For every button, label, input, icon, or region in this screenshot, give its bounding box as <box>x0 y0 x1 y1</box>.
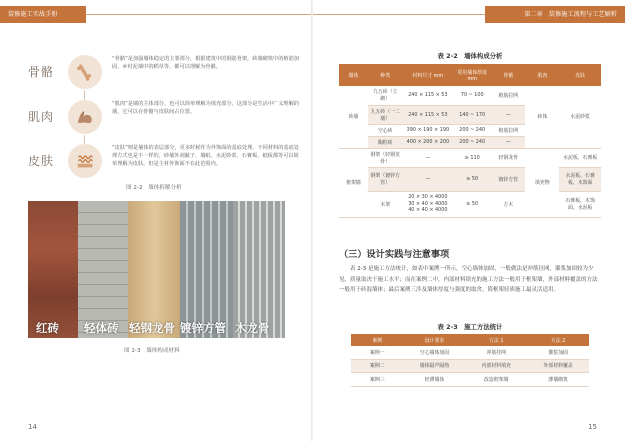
table-cell: — <box>403 167 454 191</box>
table-row <box>339 191 601 217</box>
table-cell: 空心砖 <box>368 124 403 136</box>
table-cell: 改造框架墙 <box>465 373 527 387</box>
anatomy-row-muscle <box>28 100 298 138</box>
skin-layer-icon <box>68 144 102 178</box>
anatomy-row-skin <box>28 144 298 182</box>
photo-label: 红砖 <box>36 321 59 335</box>
table-cell: 砖墙 <box>339 86 368 148</box>
table-cell: 石膏板、木饰面、水泥板 <box>559 191 601 217</box>
table-cell: 墙体隔声隔热 <box>404 359 466 373</box>
photo-label: 轻钢龙骨 <box>129 321 175 335</box>
table-cell: 九五砖（立砌） <box>368 86 403 105</box>
column-header: 材料尺寸 mm <box>403 64 454 86</box>
table-cell: 钢架（轻钢龙骨） <box>368 148 403 167</box>
table-cell: ≥ 50 <box>453 167 491 191</box>
photo-label: 镀锌方管 <box>180 321 226 335</box>
table-cell: 水泥板、石膏板、木饰面 <box>559 167 601 191</box>
table-cell: 240 × 115 × 53 <box>403 105 454 124</box>
column-header: 方法 2 <box>527 334 589 346</box>
table-header-row <box>351 334 589 346</box>
table-cell: 空心墙体加固 <box>404 346 466 359</box>
materials-photo <box>28 201 285 338</box>
anatomy-text: “肌肉”是墙的主体部分，也可以简单理解为填充部分，这部分是生活中广义理解的墙，它可以在骨骼与皮肤间占位置。 <box>112 101 299 116</box>
column-header: 案例 <box>351 334 404 346</box>
running-head-left: 装修施工实战手册 <box>0 6 86 23</box>
red-brick-photo <box>28 201 78 338</box>
column-header: 骨骼 <box>491 64 525 86</box>
table-header-row <box>339 64 601 86</box>
anatomy-label: 骨骼 <box>28 65 55 79</box>
table-cell: 植筋拉网 <box>491 86 525 105</box>
table-cell: 轻钢龙骨 <box>491 148 525 167</box>
wall-composition-table <box>339 64 601 218</box>
bone-icon <box>68 55 102 89</box>
table-cell: 水泥板、石膏板 <box>559 148 601 167</box>
table-cell: — <box>491 105 525 124</box>
galvanized-tube-photo <box>180 201 233 338</box>
column-header: 设计要求 <box>404 334 466 346</box>
table-cell: 方木 <box>491 191 525 217</box>
table-cell: 外部材料覆盖 <box>527 359 589 373</box>
column-header: 方法 1 <box>465 334 527 346</box>
running-head-right: 第二章 装修施工流程与工艺解析 <box>485 6 625 23</box>
anatomy-text: “骨骼”是加强墙体稳定的主要部分，根据建筑中的钢筋骨架，砖墙砌筑中的植筋加固、乡村泥墙中的稻草等，都可以理解为骨骼。 <box>112 56 299 71</box>
column-header: 常用墙体厚度 mm <box>453 64 491 86</box>
page-number: 15 <box>588 423 597 431</box>
table-row <box>351 373 589 387</box>
table-cell: 木架 <box>368 191 403 217</box>
column-header: 皮肤 <box>559 64 601 86</box>
table-cell: 钢架（镀锌方管） <box>368 167 403 191</box>
header-rule <box>313 14 485 15</box>
table-cell: 九五砖（一二墙） <box>368 105 403 124</box>
table-cell: ≥ 110 <box>453 148 491 167</box>
header-rule <box>86 14 311 15</box>
anatomy-label: 皮肤 <box>28 154 55 168</box>
table-cell: 镀锌方管 <box>491 167 525 191</box>
anatomy-label: 肌肉 <box>28 110 55 124</box>
column-header: 墙体 <box>339 64 368 86</box>
photo-label: 轻体砖 <box>84 321 119 335</box>
table-cell: 内部材料填充 <box>465 359 527 373</box>
table-cell: 薄墙砌筑 <box>527 373 589 387</box>
table-cell: 植筋拉网 <box>491 124 525 136</box>
table-cell: 陶粒砖 <box>368 136 403 148</box>
table-cell: 框架墙 <box>339 148 368 217</box>
table-row <box>339 148 601 167</box>
column-header: 肌肉 <box>525 64 559 86</box>
left-page <box>0 0 311 441</box>
table-cell: 填充物 <box>525 148 559 217</box>
construction-methods-table <box>351 334 589 387</box>
table-cell: 案例二 <box>351 359 404 373</box>
section-heading: （三）设计实践与注意事项 <box>339 249 450 260</box>
table-title: 表 2-2 墙体构成分析 <box>437 52 503 60</box>
wood-stud-photo <box>233 201 285 338</box>
steel-stud-photo <box>128 201 180 338</box>
table-cell: 20 × 30 × 4000 30 × 40 × 4000 40 × 40 × 4000 <box>403 191 454 217</box>
column-header: 种类 <box>368 64 403 86</box>
page-number: 14 <box>28 423 37 431</box>
muscle-arm-icon <box>68 100 102 134</box>
table-row <box>351 359 589 373</box>
table-cell: ≥ 50 <box>453 191 491 217</box>
figure-caption: 图 2-3 墙体构成材料 <box>124 348 180 354</box>
table-cell: 水泥砂浆 <box>559 86 601 148</box>
anatomy-row-skeleton <box>28 55 298 93</box>
light-block-photo <box>78 201 128 338</box>
table-cell: 灌浆加固 <box>527 346 589 359</box>
anatomy-text: “皮肤”则是墙体的表层部分，更多时候作为外饰面的基底处理，不同材料的基底处理方式也是不一样的，砂墙外刮腻子、墙纸、水泥砂浆、石膏板、纸板都等可以简单理解为皮肤，但是主材外饰面不在此范围内。 <box>112 145 299 168</box>
table-cell: 砖体 <box>525 86 559 148</box>
table-cell: 200 ~ 240 <box>453 136 491 148</box>
table-cell: 200 ~ 240 <box>453 124 491 136</box>
table-cell: — <box>403 148 454 167</box>
table-cell: 140 ~ 170 <box>453 105 491 124</box>
table-cell: — <box>491 136 525 148</box>
table-cell: 案例三 <box>351 373 404 387</box>
photo-label: 木龙骨 <box>235 321 270 335</box>
table-cell: 轻薄墙体 <box>404 373 466 387</box>
table-cell: 70 ~ 100 <box>453 86 491 105</box>
table-cell: 240 × 115 × 53 <box>403 86 454 105</box>
right-page <box>313 0 625 441</box>
table-row <box>339 86 601 105</box>
connector-line <box>84 90 85 100</box>
table-cell: 案例一 <box>351 346 404 359</box>
table-row <box>339 167 601 191</box>
table-title: 表 2-3 施工方法统计 <box>437 323 503 331</box>
body-paragraph: 表 2-3 是施工方法统计，如表中案例一所示，空心墙体加固，一般做法是冲筋挂网，灌浆加固较为少见，质量取决于施工水平；而在案例二中，内部材料填充的施工方法一般用于框架墙，外部材料覆盖的方法一般用于砖混墙体；最后案例三涉及墙体厚度与强度的取舍，简框架轻质施工最灵活适用。 <box>339 266 598 293</box>
figure-caption: 图 2-2 墙体拆解分析 <box>126 185 182 191</box>
table-cell: 冲筋挂网 <box>465 346 527 359</box>
table-row <box>351 346 589 359</box>
table-cell: 400 × 200 × 200 <box>403 136 454 148</box>
table-cell: 390 × 190 × 190 <box>403 124 454 136</box>
